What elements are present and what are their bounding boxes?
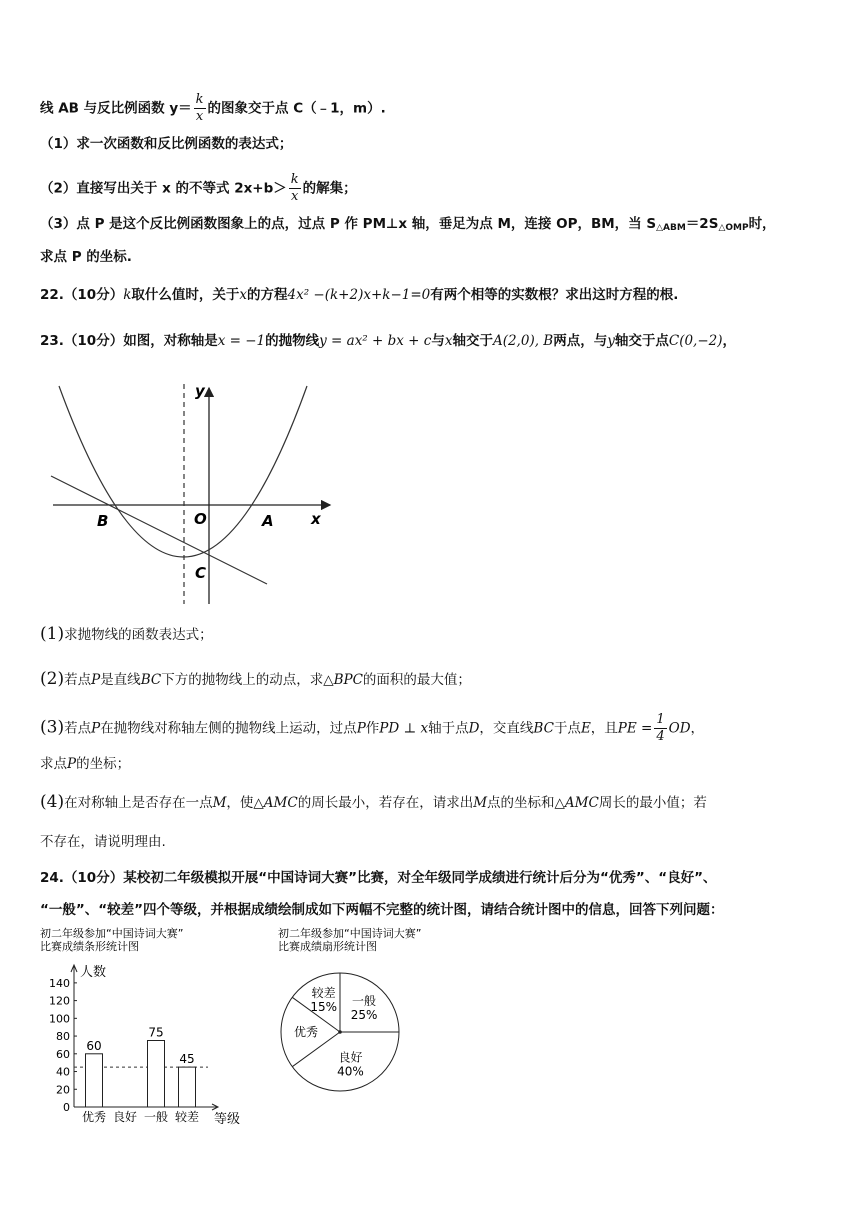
label-o: O (194, 510, 207, 528)
q21-part2: （2）直接写出关于 x 的不等式 2x+b＞ $\frac{k}{x}$ 的解集； (40, 172, 357, 204)
bar-category-label: 良好 (112, 1110, 138, 1124)
bar-chart-subtitle: 比赛成绩条形统计图 (40, 940, 139, 953)
bar-y-tick-label: 100 (49, 1012, 70, 1026)
pie-chart-title: 初二年级参加“中国诗词大赛” (278, 927, 422, 940)
fraction-one-quarter: $\frac{1}{4}$ (656, 712, 665, 744)
q21-part3-line2: 求点 P 的坐标. (40, 249, 132, 265)
pie-chart (276, 924, 466, 1104)
bar-category-label: 一般 (143, 1110, 169, 1124)
label-a: A (262, 512, 274, 530)
q21-part3: （3）点 P 是这个反比例函数图象上的点，过点 P 作 PM⊥x 轴，垂足为点 M，连接 OP，BM，当 $S_{\triangle ABM}=2S_{\triangle OMP}$时， (40, 216, 776, 233)
q24-line1: 24.（10分）某校初二年级模拟开展“中国诗词大赛”比赛，对全年级同学成绩进行统计后分为“优秀”、“良好”、 (40, 870, 717, 886)
bar-value-label: 60 (86, 1038, 102, 1053)
q24-line2: “一般”、“较差”四个等级，并根据成绩绘制成如下两幅不完整的统计图，请结合统计图中的信息，回答下列问题： (40, 902, 724, 918)
pie-slice-percent: 15% (310, 999, 337, 1014)
label-c: C (195, 564, 207, 582)
line-bc (51, 476, 267, 584)
q21-intro: 线 AB 与反比例函数 y＝ $\frac{k}{x}$ 的图象交于点 C（﹣1，m）. (40, 92, 386, 124)
bar-value-label: 45 (179, 1052, 195, 1067)
pie-slice-label: 一般 (352, 993, 377, 1008)
bar-category-label: 较差 (174, 1110, 200, 1124)
bar-y-tick-label: 120 (49, 994, 70, 1008)
bar-chart-title: 初二年级参加“中国诗词大赛” (40, 927, 184, 940)
parabola-curve (59, 386, 307, 557)
label-y: y (195, 382, 205, 400)
q23-sub3-line2: 求点P的坐标； (40, 756, 131, 772)
label-x: x (311, 510, 321, 528)
fraction-k-over-x: $\frac{k}{x}$ (195, 92, 204, 124)
bar-y-tick-label: 40 (56, 1065, 70, 1079)
q23-sub4: (4)在对称轴上是否存在一点M，使△AMC的周长最小，若存在，请求出M点的坐标和△AMC周长的最小值；若 (40, 792, 707, 812)
bar-chart-ylabel: 人数 (80, 965, 107, 980)
bar-chart (38, 924, 268, 1129)
q23-sub4-line2: 不存在，请说明理由. (40, 834, 166, 850)
bar-y-tick-label: 20 (56, 1083, 70, 1097)
label-b: B (97, 512, 109, 530)
bar (179, 1067, 196, 1107)
q23-sub3: (3)若点P在抛物线对称轴左侧的抛物线上运动，过点P作PD ⊥ x轴于点D，交直线BC于点E，且PE = $\frac{1}{4}$ OD， (40, 712, 705, 744)
pie-center-dot (338, 1030, 342, 1034)
bar (86, 1054, 103, 1107)
bar-chart-xlabel: 等级 (214, 1112, 241, 1127)
pie-slice-label: 良好 (338, 1050, 363, 1065)
pie-slice-label: 优秀 (293, 1025, 319, 1039)
q21-part1: （1）求一次函数和反比例函数的表达式； (40, 136, 293, 152)
q22: 22.（10分）k取什么值时，关于x的方程4x² −(k+2)x+k−1=0有两个相等的实数根？求出这时方程的根. (40, 287, 679, 303)
q23-sub1: (1)求抛物线的函数表达式； (40, 624, 213, 644)
bar-y-tick-label: 0 (63, 1101, 70, 1114)
bar-value-label: 75 (148, 1025, 164, 1040)
pie-chart-subtitle: 比赛成绩扇形统计图 (278, 940, 377, 953)
pie-slice-label: 较差 (311, 985, 336, 1000)
q23-sub2: (2)若点P是直线BC下方的抛物线上的动点，求△BPC的面积的最大值； (40, 669, 471, 689)
bar (148, 1041, 165, 1108)
fraction-k-over-x: $\frac{k}{x}$ (290, 172, 299, 204)
bar-y-tick-label: 140 (49, 976, 70, 990)
bar-y-tick-label: 60 (56, 1047, 70, 1061)
parabola-figure (45, 378, 345, 608)
pie-slice-percent: 40% (337, 1064, 364, 1079)
bar-category-label: 优秀 (81, 1110, 107, 1124)
pie-slice-percent: 25% (350, 1007, 378, 1022)
bar-y-tick-label: 80 (56, 1030, 70, 1044)
q23-intro: 23.（10分）如图，对称轴是x = −1的抛物线y = ax² + bx + c与x轴交于A(2,0), B两点，与y轴交于点C(0,−2)， (40, 333, 737, 349)
